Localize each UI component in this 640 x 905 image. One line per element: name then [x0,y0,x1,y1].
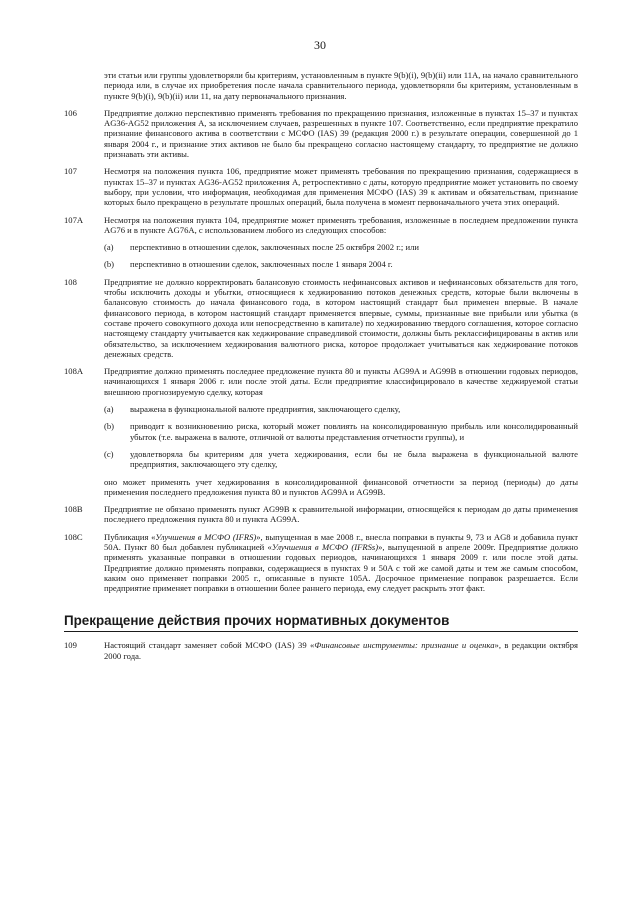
paragraph-body [104,215,578,270]
paragraph-109 [64,640,578,661]
publication-title: Улучшения в МСФО (IFRSs) [271,541,379,552]
paragraph-text: Несмотря на положения пункта 104, предприятие может применять требования, изложенные в последнем предложении пункта AG76 и в пункте AG76A, с использованием любого из следующих способов: [104,214,578,235]
text-run: Публикация « [104,531,156,542]
list-item-label: (a) [104,242,114,253]
paragraph-text [104,532,578,594]
list-item-label: (b) [104,259,115,270]
paragraph-number: 108B [64,504,83,515]
paragraph-number: 108C [64,531,83,542]
paragraph-number: 107 [64,166,77,177]
text-run: », выпущенная в мае 2008 г., внесла поправки в пункты 9, 73 и AG8 и добавила пункт 50A. Пункт 80 был добавлен публикацией « [104,531,578,552]
list-item-text: выражена в функциональной валюте предприятия, заключающего сделку, [130,404,401,415]
paragraph-number: 109 [64,640,77,651]
paragraph-body [104,366,578,497]
paragraph-108B [64,504,578,525]
paragraph-108 [64,277,578,359]
list-item-text: приводит к возникновению риска, который может повлиять на консолидированную прибыль или консолидированный убыток (т.е. выражена в валюте, отличной от валюты представления отчетности группы), и [130,421,578,442]
paragraph-text: Предприятие не должно корректировать балансовую стоимость нефинансовых активов и нефинансовых обязательств для того, чтобы исключить доходы и убытки, относящиеся к хеджированию потоков денежных средств, которые были включены в балансовую стоимость до начала финансового года, в котором настоящий стандарт был применен впервые. В начале финансового периода, в котором настоящий стандарт применяется впервые, суммы, признанные вне прибыли или убытка (в составе прочего совокупного дохода или непосредственно в капитале) по хеджированию твердого соглашения, которое согласно настоящему стандарту учитывается как хеджирование справедливой стоимости, должны быть реклассифицированы в актив или обязательство, за исключением хеджирования валютного риска, которое продолжает учитываться как хеджирование потоков денежных средств. [104,276,578,359]
document-body [64,70,578,668]
list-item [104,259,578,269]
intro-continuation: эти статьи или группы удовлетворяли бы критериям, установленным в пункте 9(b)(i), 9(b)(ii) или 11A, на начало сравнительного периода или, в случае их приобретения после начала сравнительного периода, удовлетворяли бы критериям, установленным в пункте 9(b)(i), 9(b)(ii) или 11, на дату первоначального признания. [104,70,578,101]
list-item-label: (c) [104,448,114,459]
standard-title: Финансовые инструменты: признание и оценка [314,640,495,651]
paragraph-108C [64,532,578,594]
paragraph-text [104,640,578,661]
paragraph-text: Несмотря на положения пункта 106, предприятие может применять требования по прекращению признания, содержащиеся в пунктах 15–37 и пунктах AG36-AG52 приложения A, ретроспективно с даты, которую предприятие может установить по своему выбору, при условии, что информация, необходимая для применения МСФО (IAS) 39 к активам и обязательствам, признание которых было прекращено в результате прошлых операций, была получена в момент первоначального учета этих операций. [104,166,578,208]
list-item-label: (b) [104,421,115,432]
list-item-text: перспективно в отношении сделок, заключенных после 25 октября 2002 г.; или [130,242,419,253]
publication-title: Улучшения в МСФО (IFRS) [155,531,257,542]
section-heading: Прекращение действия прочих нормативных документов [64,613,578,632]
list-item [104,421,578,442]
paragraph-107 [64,166,578,207]
paragraph-106 [64,108,578,159]
page-number: 30 [314,38,326,52]
list-item [104,404,578,414]
list-item-text: перспективно в отношении сделок, заключенных после 1 января 2004 г. [130,259,393,270]
paragraph-number: 108A [64,366,84,377]
paragraph-number: 108 [64,276,77,287]
paragraph-conclusion: оно может применять учет хеджирования в консолидированной финансовой отчетности за период (периоды) до даты применения последнего предложения пункта 80 и пунктов AG99A и AG99B. [104,476,578,497]
paragraph-text: Предприятие должно перспективно применять требования по прекращению признания, изложенные в пунктах 15–37 и пунктах AG36-AG52 приложения A, за исключением случаев, разрешенных в пункте 107. Соответственно, если предприятие прекратило признание финансового актива в соответствии с МСФО (IAS) 39 (редакция 2000 г.) в результате операции, совершенной до 1 января 2004 г., и признание этих активов не было бы прекращено согласно настоящему стандарту, то предприятие не должно признавать эти активы. [104,107,578,160]
list-item [104,242,578,252]
paragraph-number: 106 [64,107,77,118]
text-run: », в редакции октября 2000 года. [104,640,579,661]
text-run: », выпущенной в апреле 2009г. Предприятие должно применять указанные поправки в отношении годовых периодов, начинающихся 1 января 2009 г. или после этой даты. Предприятие должно применять поправки, содержащиеся в пунктах 9 и 50A с той же самой даты и тем же самым способом, каким оно применяет поправки 2005 г., описанные в пункте 105A. Досрочное применение поправок разрешается. Если предприятие применяет поправки в отношении более раннего периода, ему следует раскрыть этот факт. [104,541,578,594]
list-item-label: (a) [104,404,114,415]
paragraph-number: 107A [64,214,84,225]
list-item [104,449,578,470]
paragraph-text: Предприятие не обязано применять пункт AG99B к сравнительной информации, относящейся к периодам до даты применения последнего предложения пункта 80 и пункта AG99A. [104,504,578,525]
paragraph-108A [64,366,578,497]
paragraph-text: Предприятие должно применять последнее предложение пункта 80 и пункты AG99A и AG99B в отношении годовых периодов, начинающихся 1 января 2006 г. или после этой даты. Если предприятие классифицировало в качестве хеджируемой статьи внешнюю прогнозируемую сделку, которая [104,366,578,397]
list-item-text: удовлетворяла бы критериям для учета хеджирования, если бы не была выражена в функциональной валюте предприятия, заключающего эту сделку, [130,448,578,470]
text-run: Настоящий стандарт заменяет собой МСФО (IAS) 39 « [104,640,315,651]
paragraph-107A [64,215,578,270]
